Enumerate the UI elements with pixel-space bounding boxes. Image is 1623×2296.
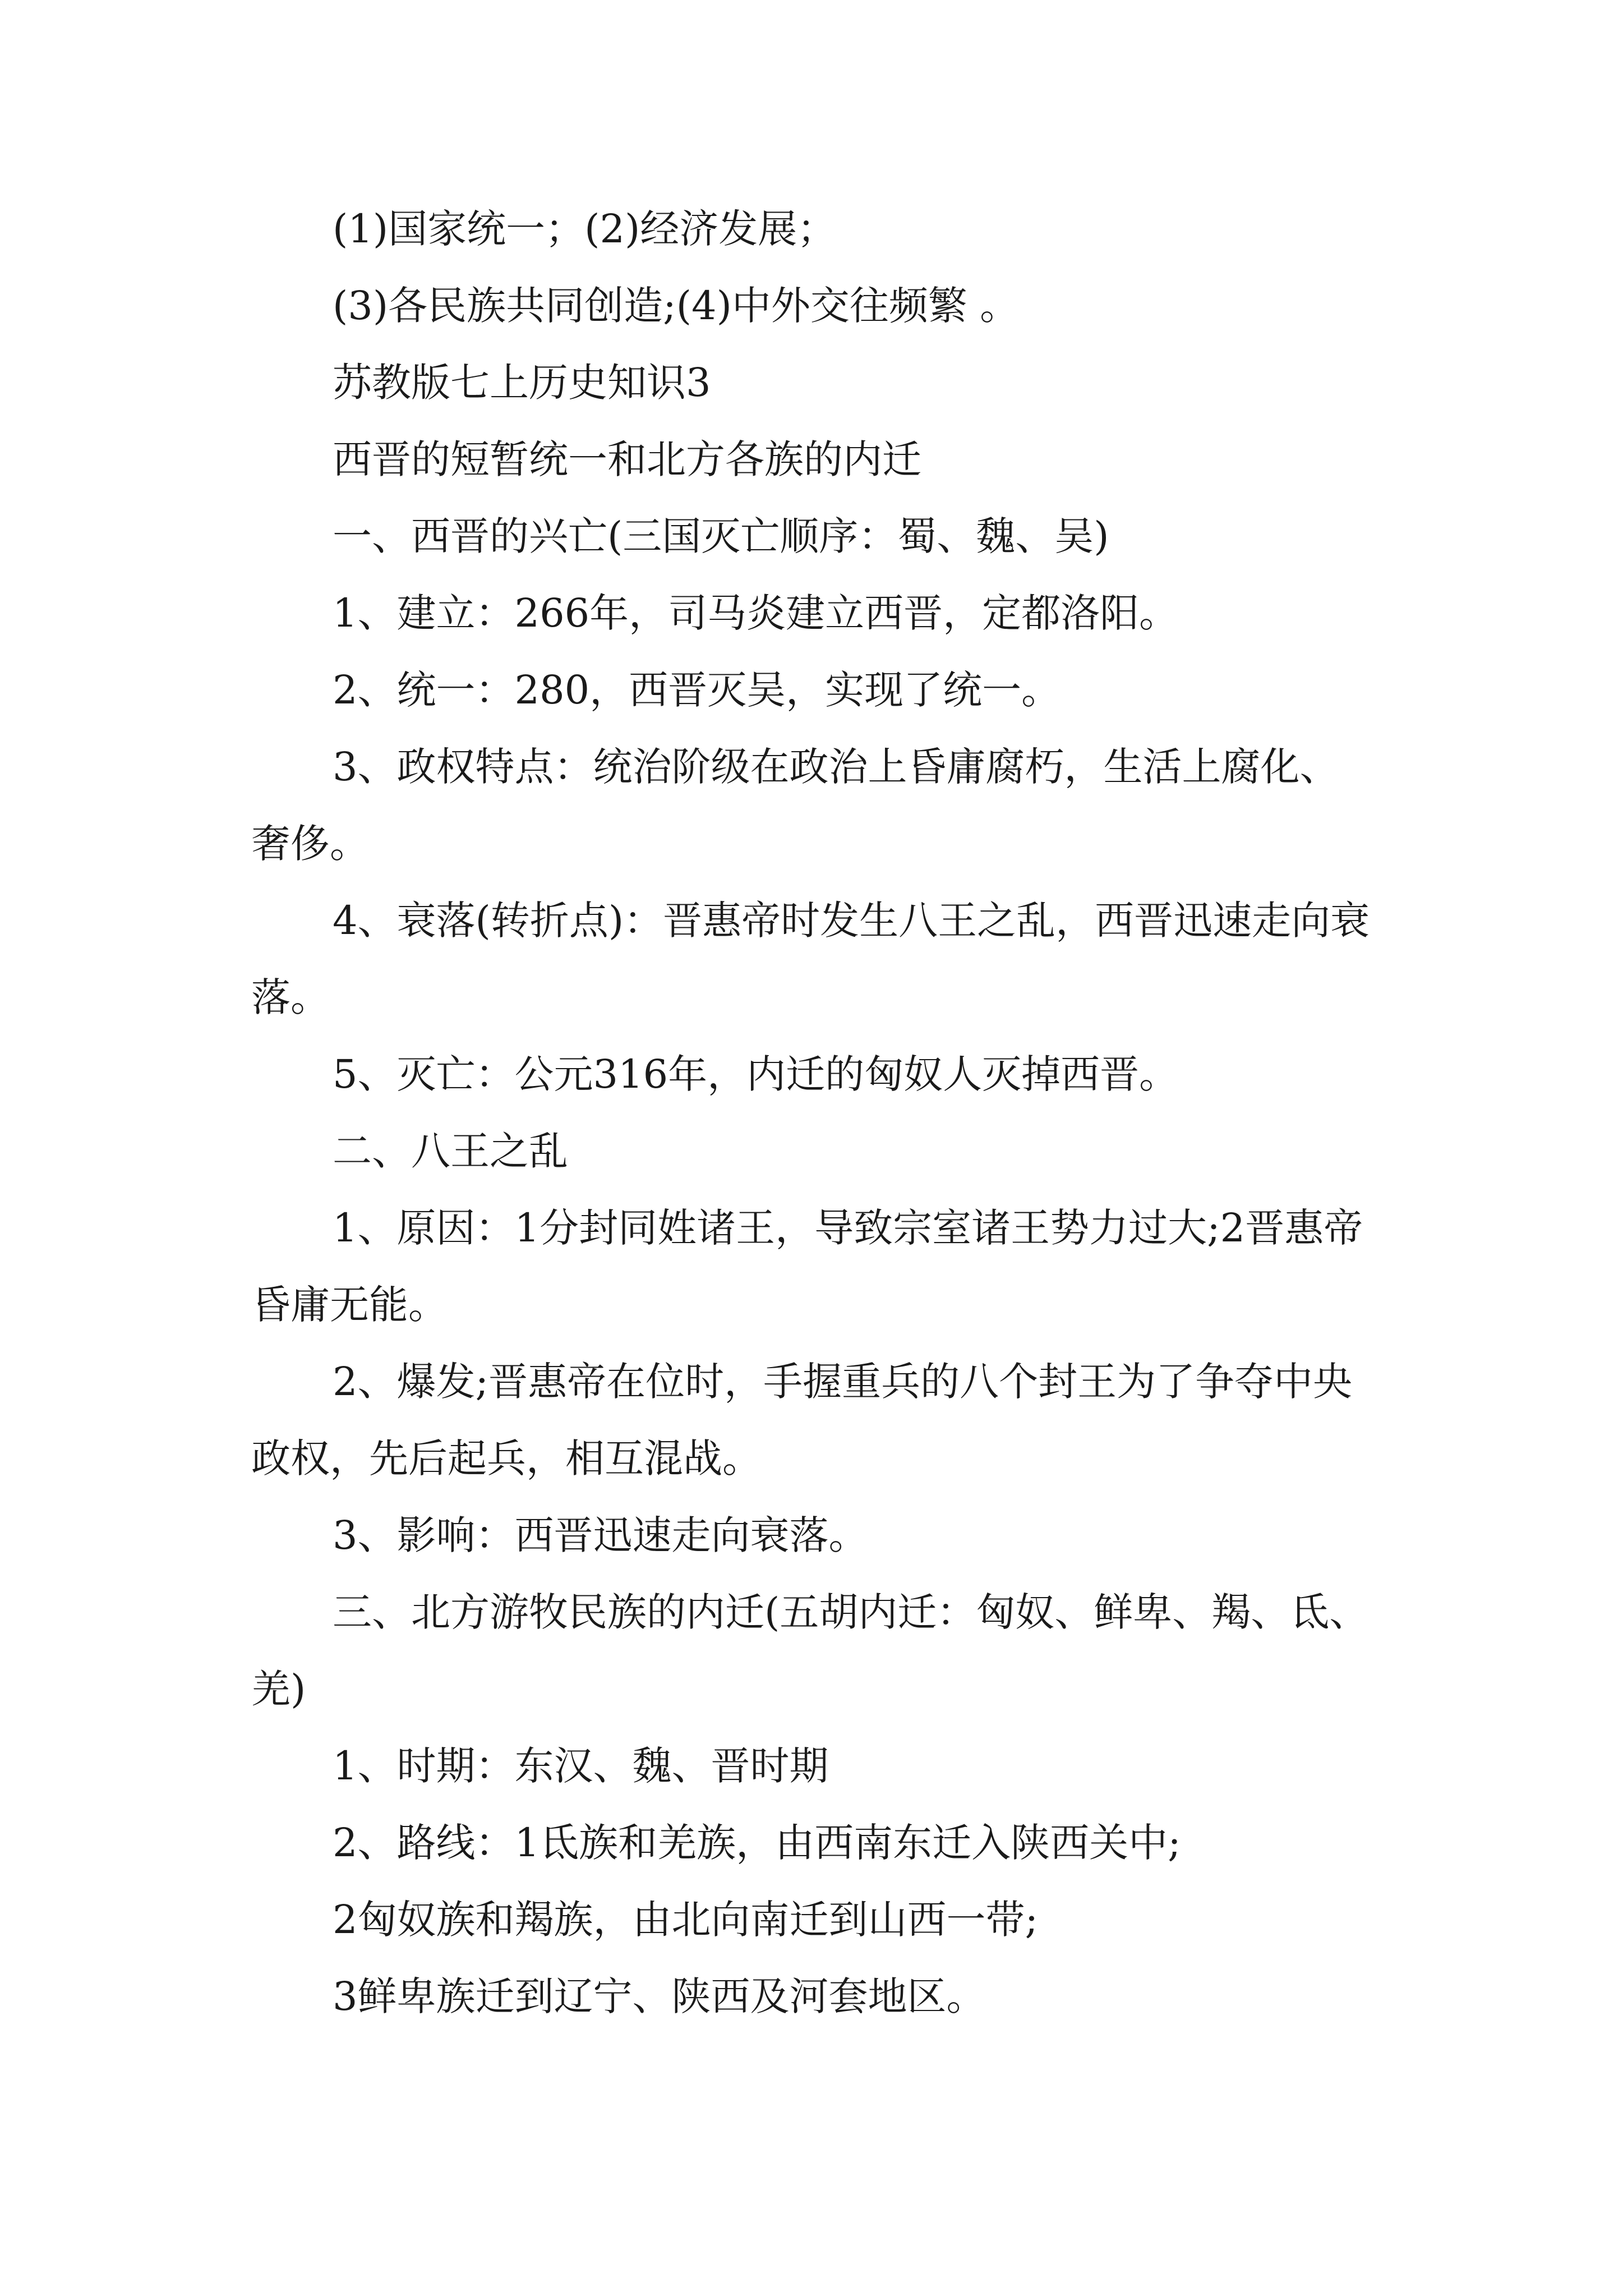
paragraph: 3鲜卑族迁到辽宁、陕西及河套地区。 <box>333 1973 986 2019</box>
paragraph: 2、路线：1氐族和羌族，由西南东迁入陕西关中; <box>333 1820 1181 1866</box>
paragraph: 2、统一：280，西晋灭吴，实现了统一。 <box>333 667 1061 713</box>
paragraph: 3、影响：西晋迅速走向衰落。 <box>333 1512 868 1558</box>
paragraph: 4、衰落(转折点)：晋惠帝时发生八王之乱，西晋迅速走向衰落。 <box>251 898 1370 1020</box>
paragraph: 1、时期：东汉、魏、晋时期 <box>333 1743 829 1789</box>
paragraph: 2匈奴族和羯族，由北向南迁到山西一带; <box>333 1897 1039 1943</box>
paragraph: 1、建立：266年，司马炎建立西晋，定都洛阳。 <box>333 590 1179 636</box>
document-body <box>251 191 1374 2035</box>
paragraph: 1、原因：1分封同姓诸王，导致宗室诸王势力过大;2晋惠帝昏庸无能。 <box>251 1205 1363 1328</box>
section-heading: 三、北方游牧民族的内迁(五胡内迁：匈奴、鲜卑、羯、氐、羌) <box>251 1589 1369 1712</box>
paragraph: (3)各民族共同创造;(4)中外交往频繁 。 <box>333 283 1020 329</box>
section-title: 苏教版七上历史知识3 <box>333 360 711 406</box>
paragraph: 2、爆发;晋惠帝在位时，手握重兵的八个封王为了争夺中央政权，先后起兵，相互混战。 <box>251 1359 1353 1481</box>
section-heading: 二、八王之乱 <box>333 1128 568 1174</box>
paragraph: 3、政权特点：统治阶级在政治上昏庸腐朽，生活上腐化、奢侈。 <box>251 744 1339 867</box>
paragraph: 5、灭亡：公元316年，内迁的匈奴人灭掉西晋。 <box>333 1051 1179 1097</box>
section-heading: 一、西晋的兴亡(三国灭亡顺序：蜀、魏、吴) <box>333 513 1109 559</box>
paragraph: (1)国家统一；(2)经济发展； <box>333 206 837 252</box>
lesson-title: 西晋的短暂统一和北方各族的内迁 <box>333 436 921 482</box>
